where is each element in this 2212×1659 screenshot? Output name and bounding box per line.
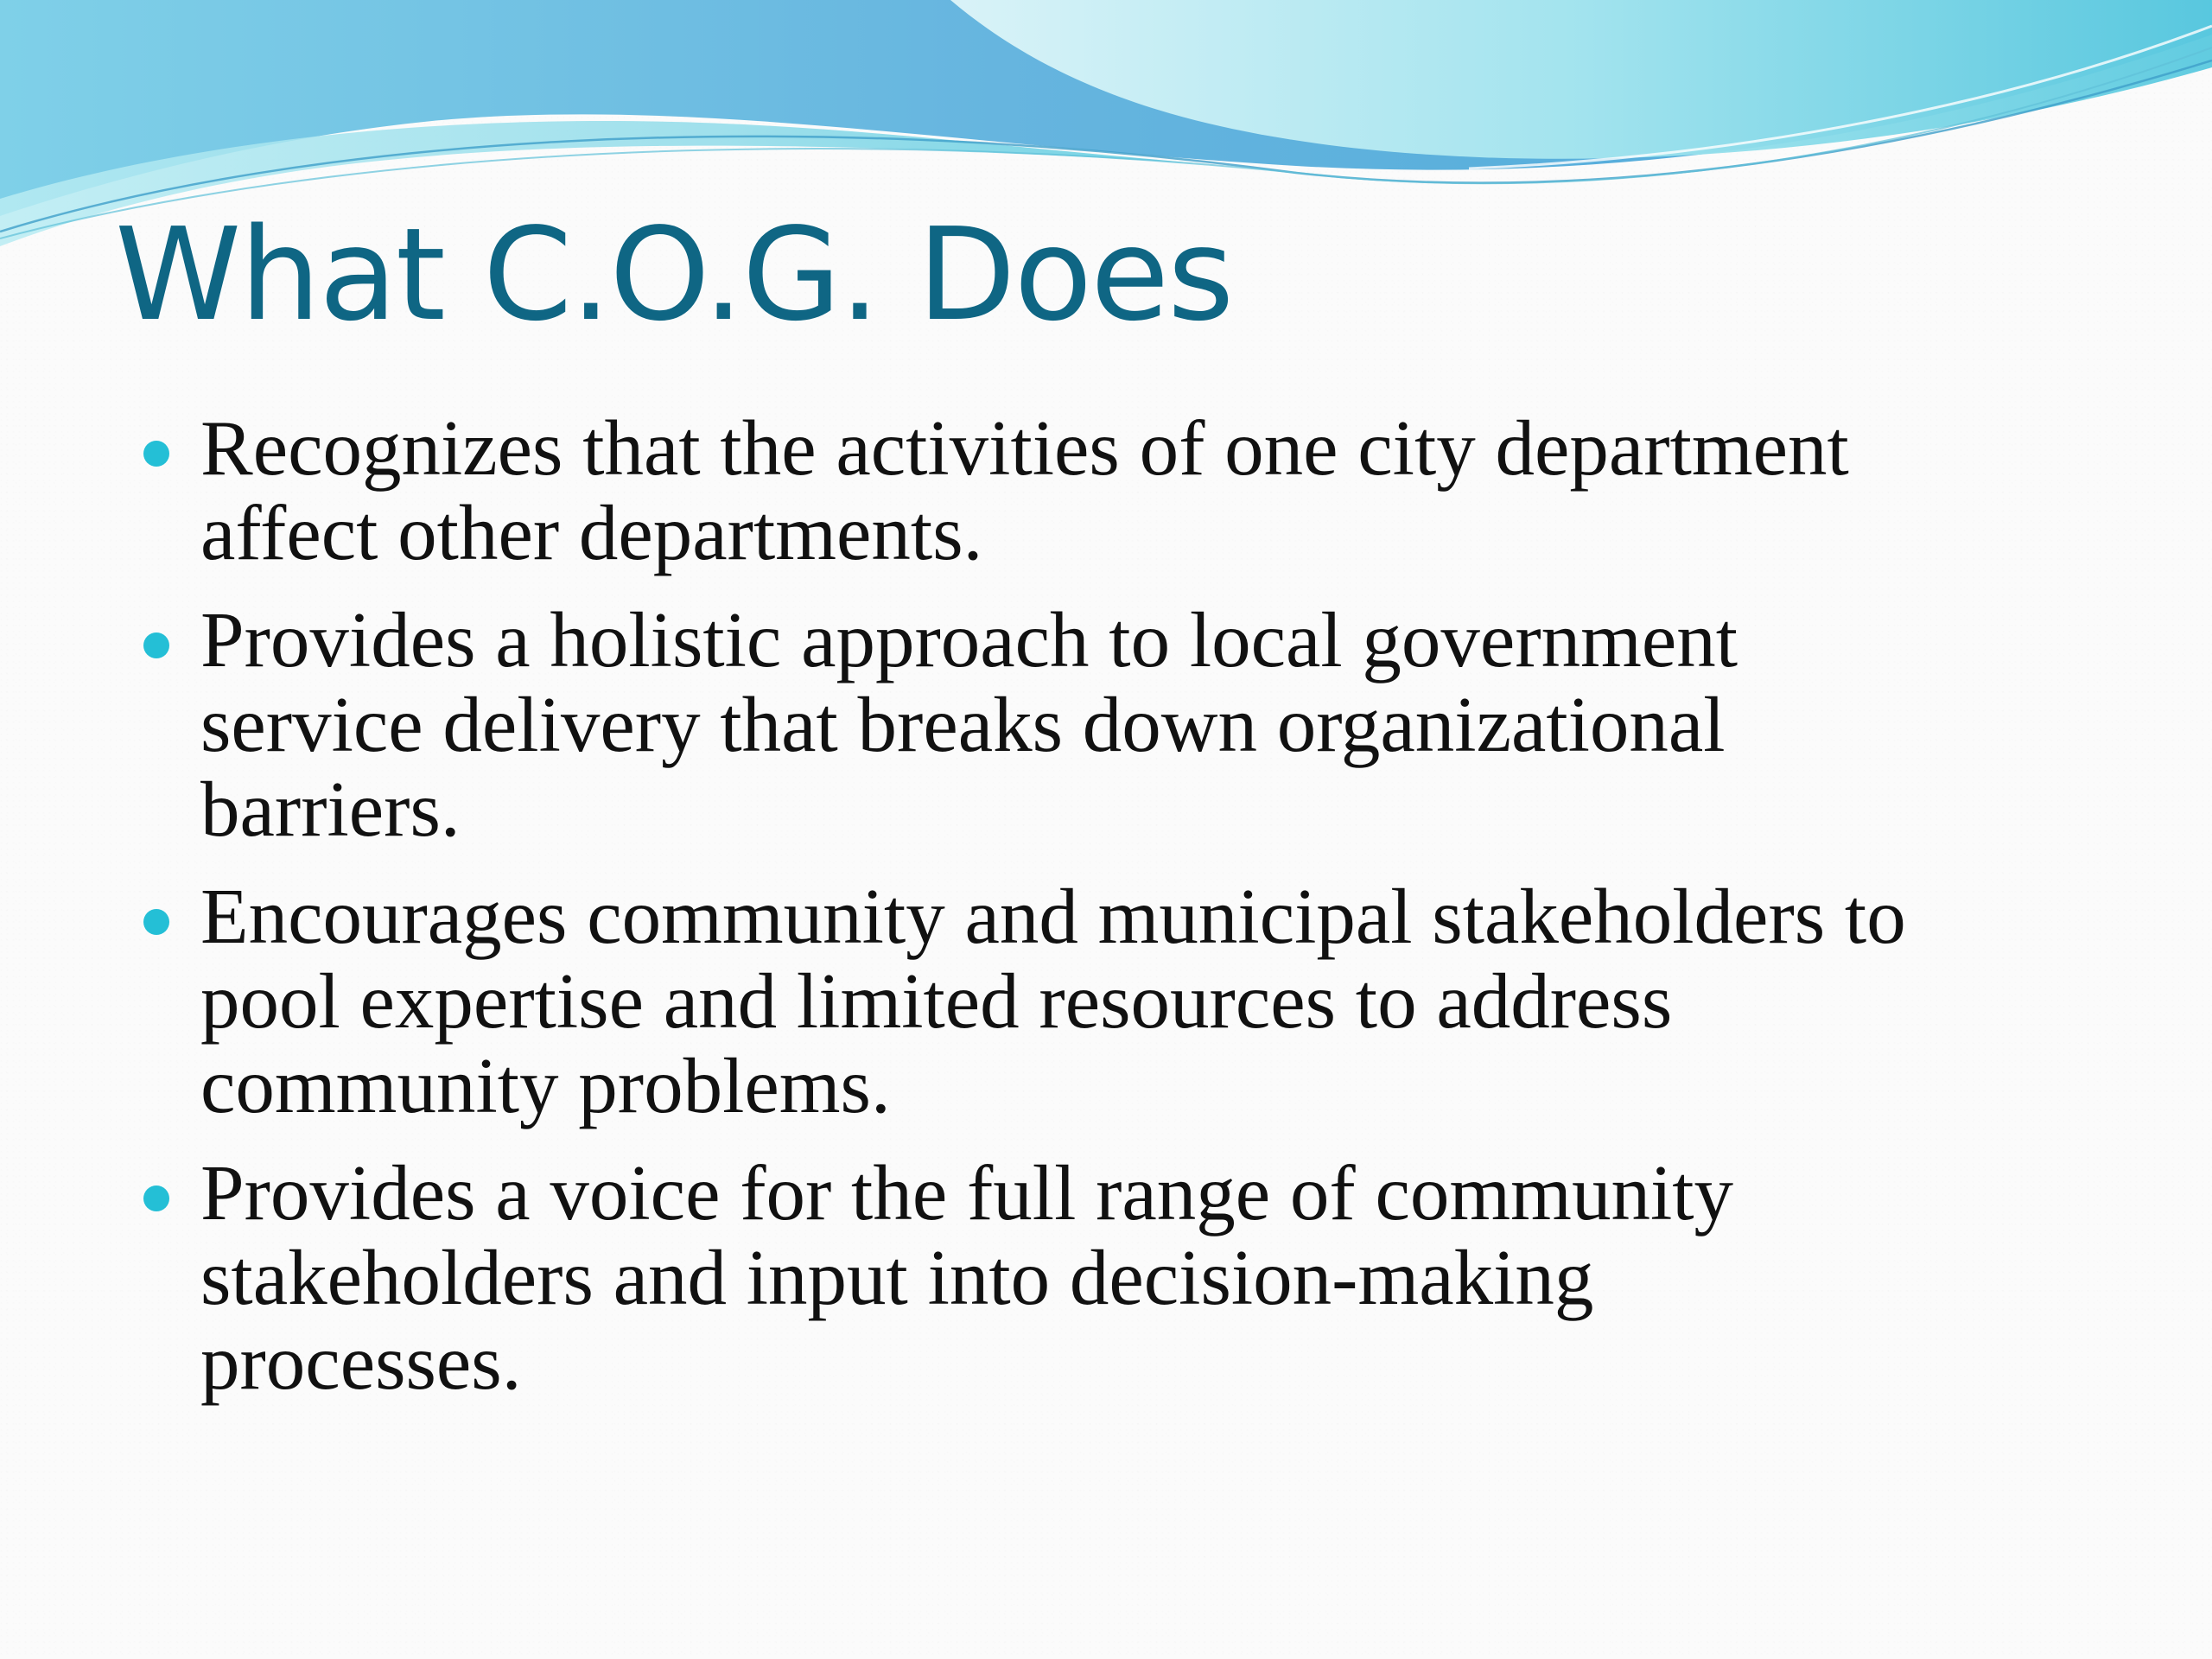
- bullet-item: [0, 1151, 2212, 1405]
- bullet-text: Provides a holistic approach to local government service delivery that breaks down organizational barriers.: [200, 596, 1738, 853]
- slide-title: What C.O.G. Does: [115, 200, 1233, 349]
- bullet-icon: [143, 1185, 169, 1211]
- bullet-text: Provides a voice for the full range of community stakeholders and input into decision-making processes.: [200, 1149, 1734, 1406]
- bullet-icon: [143, 632, 169, 658]
- bullet-icon: [143, 909, 169, 935]
- bullet-item: [0, 874, 2212, 1128]
- bullet-icon: [143, 441, 169, 467]
- bullet-item: [0, 406, 2212, 575]
- bullet-text: Encourages community and municipal stakeholders to pool expertise and limited resources to address community problems.: [200, 873, 1906, 1129]
- bullet-text: Recognizes that the activities of one city department affect other departments.: [200, 404, 1849, 576]
- bullet-item: [0, 598, 2212, 852]
- bullet-list: [0, 406, 2212, 1427]
